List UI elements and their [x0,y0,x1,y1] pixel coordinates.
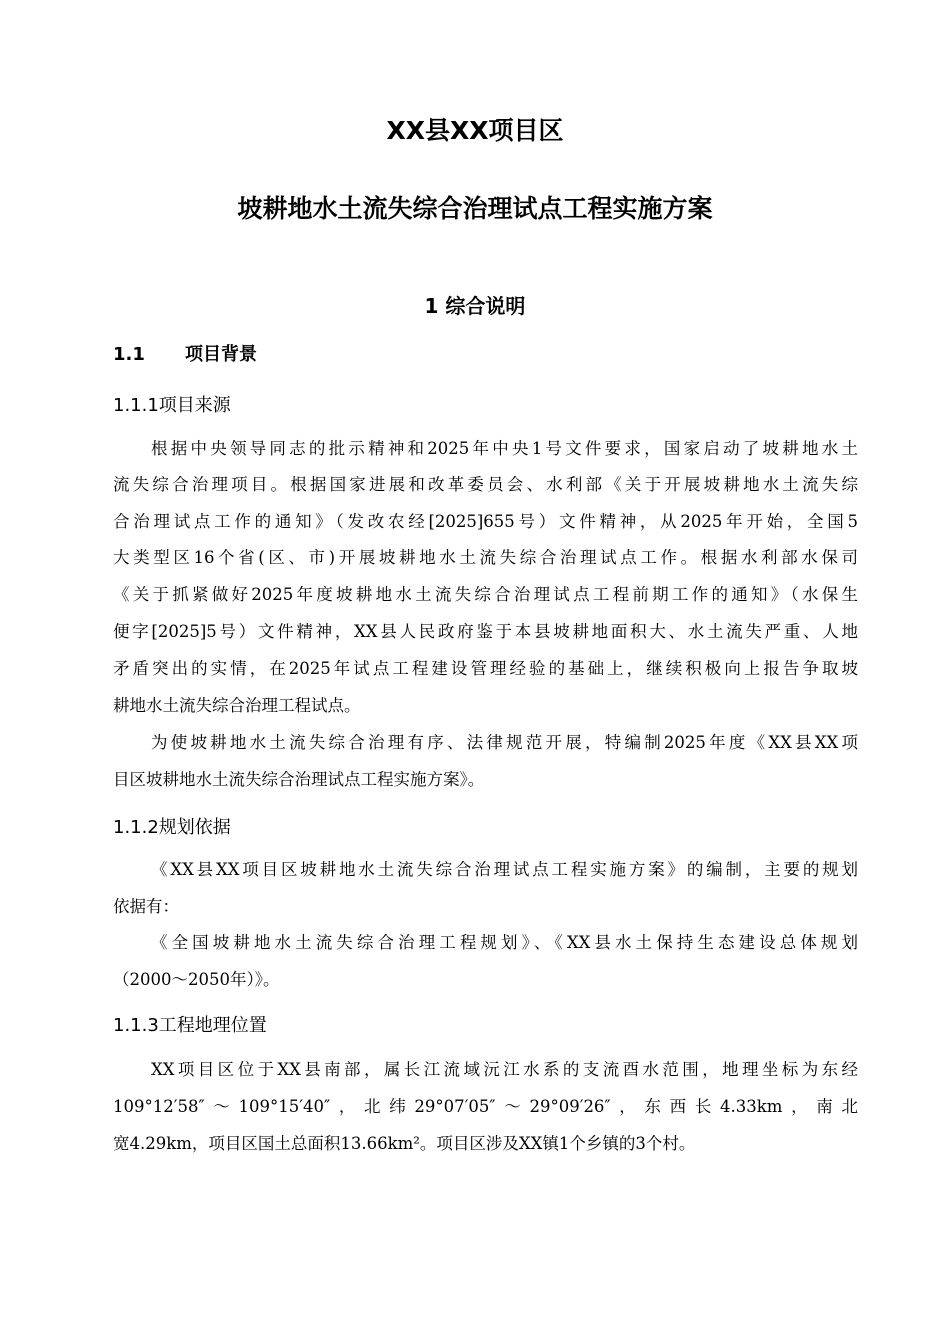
paragraph-line: 目区坡耕地水土流失综合治理试点工程实施方案》。 [113,770,485,789]
paragraph-line: 根据中央领导同志的批示精神和2025年中央1号文件要求，国家启动了坡耕地水土 [151,439,858,458]
chapter-heading: 1 综合说明 [424,294,526,318]
paragraph-line: 耕地水土流失综合治理工程试点。 [113,696,361,715]
document-title-line-2: 坡耕地水土流失综合治理试点工程实施方案 [237,194,713,223]
subsection-heading-1-1-3: 1.1.3工程地理位置 [113,1015,267,1036]
section-heading-1-1 [113,342,257,368]
paragraph-line: （2000～2050年）》。 [113,970,280,989]
paragraph-line: XX项目区位于XX县南部，属长江流域沅江水系的支流酉水范围，地理坐标为东经 [151,1060,858,1079]
paragraph-line: 109°12′58″～109°15′40″，北纬29°07′05″～29°09′26″，东西长4.33km，南北 [113,1097,858,1116]
paragraph-line: 为使坡耕地水土流失综合治理有序、法律规范开展，特编制2025年度《XX县XX项 [151,733,858,752]
paragraph-line: 便字[2025]5号）文件精神，XX县人民政府鉴于本县坡耕地面积大、水土流失严重、人地 [113,622,858,641]
paragraph-line: 《全国坡耕地水土流失综合治理工程规划》、《XX县水土保持生态建设总体规划 [151,933,858,952]
paragraph-line: 《关于抓紧做好2025年度坡耕地水土流失综合治理试点工程前期工作的通知》（水保生 [113,585,858,604]
document-title-line-1: XX县XX项目区 [386,116,564,145]
subsection-heading-1-1-1: 1.1.1项目来源 [113,395,231,416]
section-title: 项目背景 [185,344,257,365]
section-number: 1.1 [113,344,145,365]
paragraph-line: 合治理试点工作的通知》（发改农经[2025]655号）文件精神，从2025年开始，全国5 [113,512,858,531]
paragraph-line: 矛盾突出的实情，在2025年试点工程建设管理经验的基础上，继续积极向上报告争取坡 [113,659,858,678]
paragraph-line: 宽4.29km，项目区国土总面积13.66km²。项目区涉及XX镇1个乡镇的3个村。 [113,1134,696,1153]
paragraph-line: 《XX县XX项目区坡耕地水土流失综合治理试点工程实施方案》的编制，主要的规划 [151,860,858,879]
subsection-heading-1-1-2: 1.1.2规划依据 [113,817,231,838]
paragraph-line: 流失综合治理项目。根据国家进展和改革委员会、水利部《关于开展坡耕地水土流失综 [113,475,858,494]
paragraph-line: 大类型区16个省(区、市)开展坡耕地水土流失综合治理试点工作。根据水利部水保司 [113,548,858,567]
paragraph-line: 依据有： [113,897,179,916]
